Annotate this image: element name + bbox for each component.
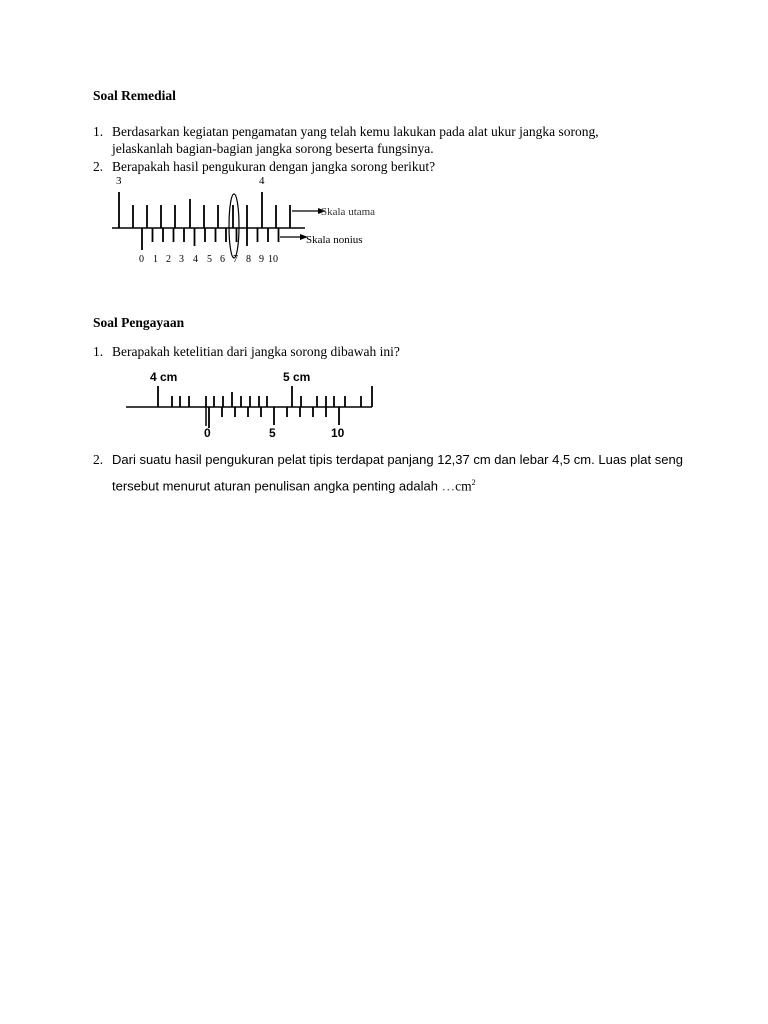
nonius-number: 9	[259, 254, 264, 265]
remedial-q1-line1: Berdasarkan kegiatan pengamatan yang telah kemu lakukan pada alat ukur jangka sorong,	[112, 124, 599, 139]
nonius-label-5: 5	[269, 426, 276, 440]
nonius-scale-ticks	[142, 228, 279, 250]
unit: cm	[455, 478, 472, 494]
nonius-number: 5	[207, 254, 212, 265]
remedial-q1-line2: jelaskanlah bagian-bagian jangka sorong beserta fungsinya.	[112, 141, 434, 156]
pengayaan-q2-line1: Dari suatu hasil pengukuran pelat tipis terdapat panjang 12,37 cm dan lebar 4,5 cm. Luas plat seng	[112, 452, 683, 467]
pengayaan-q2-number: 2.	[93, 452, 104, 467]
nonius-number: 7	[233, 254, 238, 265]
main-scale-label-4: 4	[259, 175, 265, 187]
arrow-nonius-label: Skala nonius	[306, 234, 363, 246]
nonius-number: 1	[153, 254, 158, 265]
nonius-number: 6	[220, 254, 225, 265]
main-scale-label-5cm: 5 cm	[283, 370, 311, 384]
nonius-number: 2	[166, 254, 171, 265]
pengayaan-q2-line2-text: tersebut menurut aturan penulisan angka penting adalah	[112, 478, 442, 494]
nonius-scale-ticks	[209, 407, 339, 428]
ellipsis: …	[441, 478, 456, 494]
main-scale-ticks	[119, 192, 290, 228]
main-scale-ticks	[158, 386, 372, 407]
pengayaan-q1-text: Berapakah ketelitian dari jangka sorong dibawah ini?	[112, 344, 400, 359]
nonius-number: 0	[139, 254, 144, 265]
remedial-q2-number: 2.	[93, 159, 104, 174]
remedial-q1-number: 1.	[93, 124, 104, 139]
nonius-number: 8	[246, 254, 251, 265]
unit-exponent: 2	[471, 478, 476, 487]
main-scale-label-3: 3	[116, 175, 122, 187]
remedial-q2-text: Berapakah hasil pengukuran dengan jangka sorong berikut?	[112, 159, 436, 174]
remedial-heading: Soal Remedial	[93, 88, 176, 103]
alignment-ellipse	[229, 194, 239, 258]
nonius-number: 4	[193, 254, 198, 265]
nonius-label-0: 0	[204, 426, 211, 440]
nonius-numbers	[139, 254, 278, 265]
pengayaan-q2-line2	[112, 474, 476, 495]
nonius-number: 10	[268, 254, 278, 265]
pengayaan-q1-number: 1.	[93, 344, 104, 359]
arrow-main-label: Skala utama	[321, 206, 376, 218]
pengayaan-heading: Soal Pengayaan	[93, 315, 185, 330]
vernier-figure-pengayaan	[120, 362, 390, 444]
nonius-label-10: 10	[331, 426, 345, 440]
main-scale-label-4cm: 4 cm	[150, 370, 178, 384]
nonius-number: 3	[179, 254, 184, 265]
vernier-figure-remedial	[100, 170, 400, 270]
